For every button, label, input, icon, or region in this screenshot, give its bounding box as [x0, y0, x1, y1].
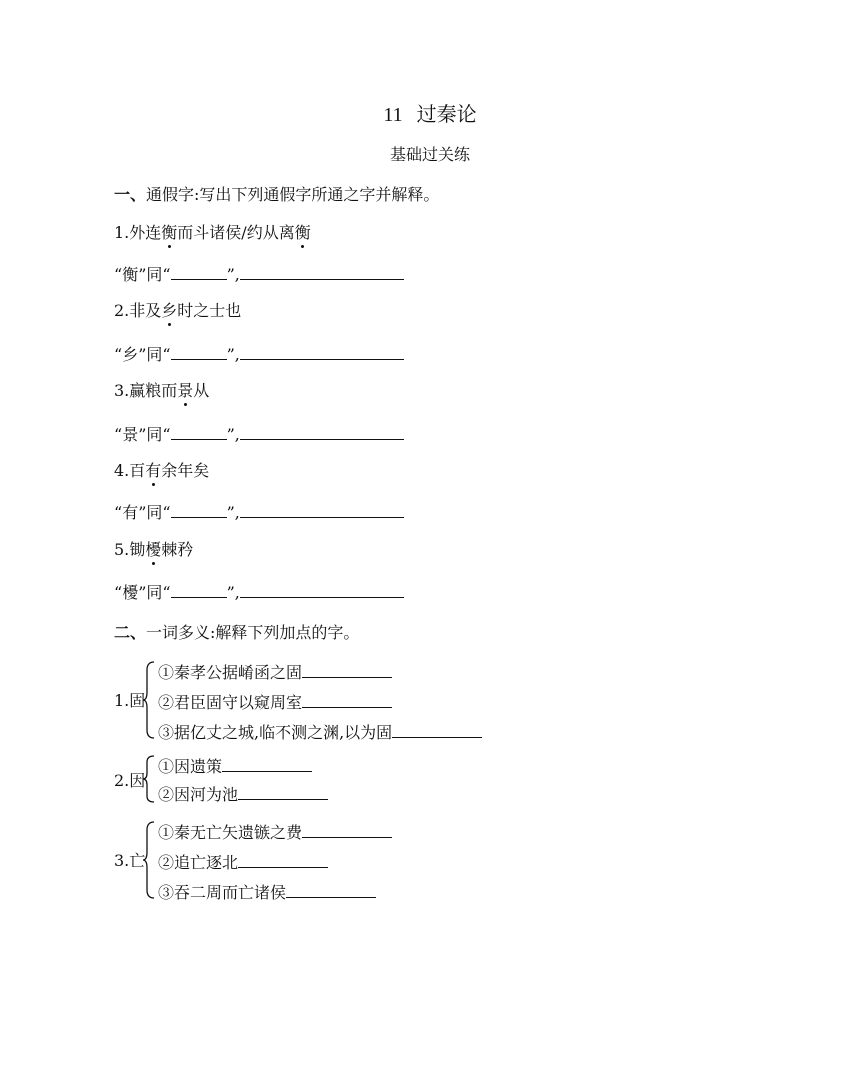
quote-open: “: [114, 425, 123, 444]
dotted-char: 櫌: [145, 537, 161, 560]
polysemy-group-2: [114, 752, 374, 804]
section1-heading-text: 通假字:写出下列通假字所通之字并解释。: [146, 185, 440, 204]
section2-heading-text: 一词多义:解释下列加点的字。: [146, 623, 360, 642]
polysemy-group-1: [114, 658, 534, 740]
quote-close: ”,: [226, 583, 240, 602]
same-as-text: ”同“: [138, 345, 171, 364]
answer-blank[interactable]: [171, 343, 227, 360]
group-label: 1.固: [114, 691, 146, 710]
group-item: [158, 880, 376, 903]
answer-blank[interactable]: [302, 821, 392, 838]
same-as-text: ”同“: [138, 583, 171, 602]
item-text: ③据亿丈之城,临不测之渊,以为固: [158, 723, 393, 742]
dotted-char: 乡: [161, 298, 177, 321]
lesson-number: 11: [383, 104, 403, 126]
dotted-char: 有: [145, 458, 161, 481]
answer-line-2: [114, 342, 404, 365]
group-item: [158, 720, 482, 743]
answer-line-5: [114, 580, 404, 603]
polysemy-group-3: [114, 818, 434, 900]
answer-blank[interactable]: [392, 721, 482, 738]
question-1: [114, 220, 311, 243]
brace-icon: [142, 660, 156, 740]
group-item: [158, 820, 392, 843]
answer-char: 有: [122, 503, 139, 522]
group-item: [158, 754, 312, 777]
item-text: ③吞二周而亡诸侯: [158, 883, 287, 902]
item-text: ②追亡逐北: [158, 853, 239, 872]
answer-char: 衡: [122, 265, 139, 284]
answer-char: 乡: [122, 345, 139, 364]
quote-close: ”,: [226, 265, 240, 284]
quote-open: “: [114, 265, 123, 284]
question-text: 非及: [129, 301, 162, 320]
answer-blank[interactable]: [171, 501, 227, 518]
item-text: ②因河为池: [158, 785, 239, 804]
dotted-char: 衡: [161, 220, 177, 243]
answer-blank[interactable]: [286, 881, 376, 898]
question-text: 锄: [129, 540, 146, 559]
group-item: [158, 660, 392, 683]
section2-heading: [114, 620, 359, 643]
question-text: 时之士也: [177, 301, 242, 320]
same-as-text: ”同“: [138, 425, 171, 444]
explanation-blank[interactable]: [240, 263, 404, 280]
question-number: 5.: [114, 540, 130, 559]
answer-blank[interactable]: [238, 851, 328, 868]
section1-mark: 一、: [114, 185, 147, 204]
question-text: 百: [129, 461, 146, 480]
answer-blank[interactable]: [302, 661, 392, 678]
answer-blank[interactable]: [171, 263, 227, 280]
same-as-text: ”同“: [138, 265, 171, 284]
answer-line-1: [114, 262, 404, 285]
question-text: 棘矜: [161, 540, 194, 559]
question-text: 余年矣: [161, 461, 210, 480]
quote-open: “: [114, 503, 123, 522]
question-number: 4.: [114, 461, 130, 480]
question-text: 而斗诸侯/约从离: [177, 223, 295, 242]
answer-char: 櫌: [122, 583, 139, 602]
item-text: ①因遗策: [158, 757, 223, 776]
dotted-char: 景: [177, 378, 193, 401]
page-title: [0, 98, 860, 127]
section2-mark: 二、: [114, 623, 147, 642]
explanation-blank[interactable]: [240, 343, 404, 360]
group-label: 2.因: [114, 771, 146, 790]
question-number: 1.: [114, 223, 130, 242]
question-text: 赢粮而: [129, 381, 178, 400]
item-text: ②君臣固守以窥周室: [158, 693, 303, 712]
quote-open: “: [114, 583, 123, 602]
quote-close: ”,: [226, 503, 240, 522]
answer-line-4: [114, 500, 404, 523]
quote-close: ”,: [226, 425, 240, 444]
lesson-title: 过秦论: [416, 102, 477, 126]
answer-blank[interactable]: [222, 755, 312, 772]
answer-char: 景: [122, 425, 139, 444]
section1-heading: [114, 182, 439, 205]
question-number: 2.: [114, 301, 130, 320]
group-item: [158, 850, 328, 873]
question-5: [114, 537, 193, 560]
same-as-text: ”同“: [138, 503, 171, 522]
brace-icon: [142, 754, 156, 804]
answer-blank[interactable]: [171, 581, 227, 598]
explanation-blank[interactable]: [240, 423, 404, 440]
item-text: ①秦无亡矢遗镞之费: [158, 823, 303, 842]
item-text: ①秦孝公据崤函之固: [158, 663, 303, 682]
group-item: [158, 782, 328, 805]
page-subtitle: 基础过关练: [389, 145, 470, 164]
question-3: [114, 378, 209, 401]
question-number: 3.: [114, 381, 130, 400]
answer-blank[interactable]: [238, 783, 328, 800]
answer-blank[interactable]: [302, 691, 392, 708]
brace-icon: [142, 820, 156, 900]
answer-line-3: [114, 422, 404, 445]
quote-close: ”,: [226, 345, 240, 364]
explanation-blank[interactable]: [240, 501, 404, 518]
question-2: [114, 298, 241, 321]
quote-open: “: [114, 345, 123, 364]
question-text: 从: [193, 381, 210, 400]
question-text: 外连: [129, 223, 162, 242]
question-4: [114, 458, 209, 481]
explanation-blank[interactable]: [240, 581, 404, 598]
group-label: 3.亡: [114, 851, 146, 870]
answer-blank[interactable]: [171, 423, 227, 440]
group-item: [158, 690, 392, 713]
dotted-char: 衡: [295, 220, 311, 243]
